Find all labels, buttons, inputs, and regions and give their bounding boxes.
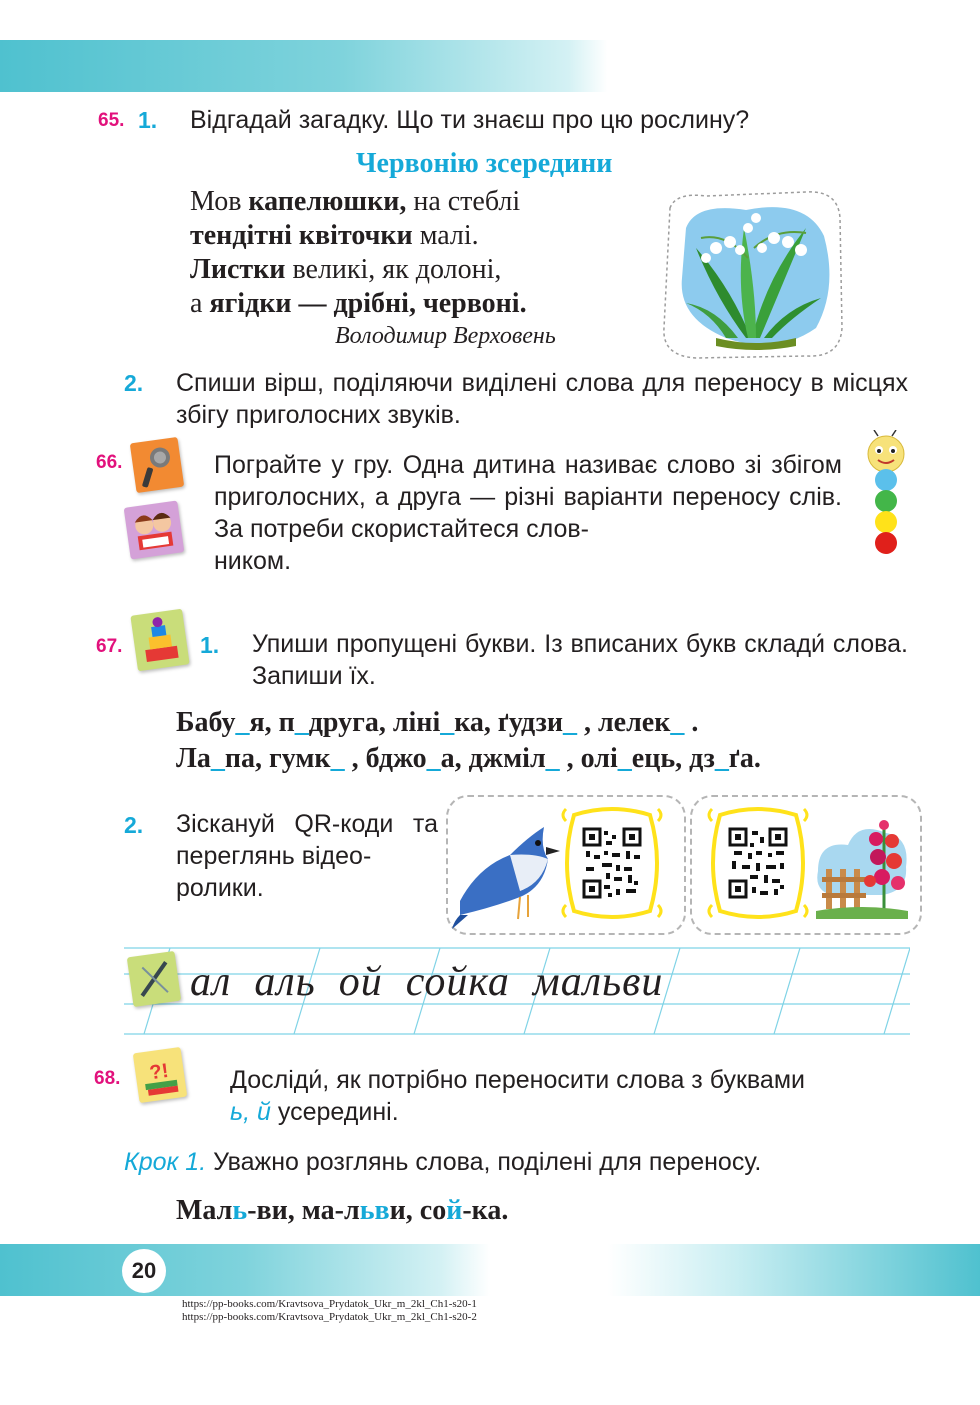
poem-line [190, 219, 650, 253]
caterpillar-difficulty-icon [862, 430, 910, 560]
word-fragment: ець, дз [631, 743, 715, 774]
word-fragment: , бджо [344, 743, 427, 774]
word-fragment: . [684, 707, 699, 738]
word-fragment: а, джміл [440, 743, 546, 774]
task-67-1-number: 1. [200, 632, 220, 658]
step-1-label: Крок 1. [124, 1148, 207, 1176]
exercise-68-text-b: усередині. [270, 1098, 399, 1126]
letter-blank[interactable]: _ [235, 707, 250, 738]
word-fragment: ка, ґудзи [454, 707, 563, 738]
poem-line [190, 185, 650, 219]
word-fragment: друга, ліні [308, 707, 441, 738]
letter-blank[interactable]: _ [210, 743, 225, 774]
children-reading-icon [124, 500, 185, 559]
poem-bold-segment: Листки [190, 254, 286, 285]
poem-author: Володимир Верховень [335, 323, 556, 349]
svg-text:?!: ?! [148, 1059, 170, 1085]
letter-blank[interactable]: _ [562, 707, 577, 738]
word-fragment: , олі [559, 743, 618, 774]
exercise-68-text-line2 [230, 1096, 399, 1128]
cursive-words: ал аль ой сойка мальви [190, 959, 664, 1005]
word-fragment: -ка. [462, 1195, 509, 1226]
poem-segment: на стеблі [406, 186, 521, 217]
poem-title: Червонію зсередини [356, 148, 613, 179]
letter-blank[interactable]: _ [294, 707, 309, 738]
task-67-2-text-end: ролики. [176, 874, 264, 902]
highlighted-letter: ьв [359, 1195, 390, 1226]
step-1-text: Уважно розглянь слова, поділені для переносу. [206, 1148, 762, 1176]
letter-blank[interactable]: _ [670, 707, 685, 738]
word-fragment: Ла [176, 743, 211, 774]
highlighted-letter: й [446, 1195, 463, 1226]
source-url-2[interactable]: https://pp-books.com/Kravtsova_Prydatok_Ukr_m_2kl_Ch1-s20-2 [182, 1311, 477, 1323]
word-fragment: Мал [176, 1195, 233, 1226]
task-65-1-number: 1. [138, 107, 158, 133]
poem-line [190, 253, 650, 287]
exercise-number-67: 67. [96, 636, 123, 657]
word-fragment: и, со [389, 1195, 447, 1226]
mallows-flowers-illustration [812, 811, 912, 921]
exercise-number-68: 68. [94, 1068, 121, 1089]
poem-segment: а [190, 288, 210, 319]
letters-soft-sign-y: ь, й [230, 1098, 271, 1126]
poem-bold-segment: тендітні квіточки [190, 220, 413, 251]
poem-segment: Мов [190, 186, 249, 217]
top-band [0, 40, 980, 92]
poem-segment: малі. [412, 220, 479, 251]
exercise-68-text [230, 1064, 908, 1096]
step-1 [124, 1146, 761, 1178]
letter-blank[interactable]: _ [440, 707, 455, 738]
letter-blank[interactable]: _ [426, 743, 441, 774]
question-books-icon [133, 1047, 187, 1103]
qr-code-2[interactable] [702, 805, 814, 921]
task-67-2-number: 2. [124, 812, 144, 838]
page-number: 20 [122, 1249, 166, 1293]
word-fragment: ґа. [728, 743, 761, 774]
letter-blank[interactable]: _ [617, 743, 632, 774]
word-fragment: па, гумк [224, 743, 331, 774]
task-65-2-number: 2. [124, 370, 144, 396]
poem-bold-segment: ягідки — дрібні, червоні. [209, 288, 527, 319]
letter-blank[interactable]: _ [714, 743, 729, 774]
poem-bold-segment: капелюшки, [248, 186, 407, 217]
pen-writing-icon [127, 951, 181, 1007]
pyramid-blocks-icon [130, 609, 189, 672]
word-fragment: Бабу [176, 707, 236, 738]
qr-card-blue-jay[interactable] [446, 795, 686, 935]
task-65-1-text: Відгадай загадку. Що ти знаєш про цю рослину? [190, 106, 750, 134]
qr-code-1[interactable] [556, 805, 668, 921]
task-65-2-text: Спиши вірш, поділяючи виділені слова для переносу в місцях збігу приголосних звуків. [176, 369, 908, 429]
poem-line [190, 287, 650, 321]
microphone-icon [130, 437, 184, 493]
exercise-number-65: 65. [98, 110, 125, 131]
exercise-number-66: 66. [96, 452, 123, 473]
letter-blank[interactable]: _ [545, 743, 560, 774]
missing-letters-line-2 [176, 742, 761, 776]
word-fragment: -ви, ма-л [247, 1195, 360, 1226]
source-url-1[interactable]: https://pp-books.com/Kravtsova_Prydatok_Ukr_m_2kl_Ch1-s20-1 [182, 1298, 477, 1310]
highlighted-letter: ь [232, 1195, 248, 1226]
exercise-66-text-end: ником. [214, 547, 292, 575]
hyphenated-words [176, 1194, 508, 1228]
poem-segment: великі, як долоні, [285, 254, 502, 285]
letter-blank[interactable]: _ [330, 743, 345, 774]
exercise-68-text-a: Досліди́, як потрібно переносити слова з буквами [230, 1066, 805, 1094]
word-fragment: я, п [249, 707, 295, 738]
word-fragment: , лелек [576, 707, 671, 738]
qr-card-mallows[interactable] [690, 795, 922, 935]
task-67-1-text: Упиши пропущені букви. Із вписаних букв склади́ слова. Запиши їх. [252, 630, 908, 690]
task-67-2-text: Зіскануй QR-коди та переглянь відео- [176, 810, 438, 870]
missing-letters-line-1 [176, 706, 698, 740]
exercise-66-text: Пограйте у гру. Одна дитина називає слово зі збігом приголосних, а друга — різні варіанти переносу слів. За потреби скористайтеся слов- [214, 451, 842, 543]
lily-of-the-valley-illustration [656, 188, 844, 360]
poem [190, 185, 650, 321]
